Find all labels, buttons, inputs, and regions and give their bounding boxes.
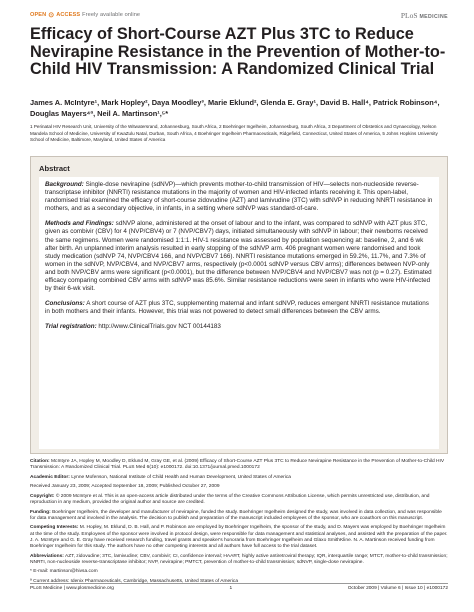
copyright-text: © 2009 McIntyre et al. This is an open-access article distributed under the terms of the Creative Commons Attribution License, which permits unrestricted use, distribution, and reproduction in any medium, provided the original author and source are credited. (30, 493, 430, 506)
article-title: Efficacy of Short-Course AZT Plus 3TC to Reduce Nevirapine Resistance in the Prevention of Mother-to-Child HIV Transmission: A Randomized Clinical Trial (30, 25, 446, 78)
copyright-label: Copyright: (30, 493, 55, 499)
abbreviations-text: AZT, zidovudine; 3TC, lamivudine; CBV, combivir; CI, confidence interval; HAART, highly active antiretroviral therapy; IQR, interquartile range; MTCT, mother-to-child transmission; NNRTI, non-nucleoside reverse-transcriptase inhibitor; NVP, nevirapine; PMTCT, prevention of mother-to-child transmission; sdNVP, single-dose nevirapine. (30, 553, 448, 565)
copyright (30, 494, 448, 507)
academic-editor-text: Lynne Mofenson, National Institute of Child Health and Human Development, United States of America (69, 474, 291, 480)
footer-journal-site: PLoS Medicine | www.plosmedicine.org (30, 586, 114, 591)
corresponding-email[interactable]: * E-mail: martinson@hivsa.com (30, 569, 98, 575)
methods-label: Methods and Findings: (45, 220, 114, 228)
funding-text: Boehringer Ingelheim, the developer and manufacturer of nevirapine, funded the study. Boehringer Ingelheim designed the study, was involved in data collection, and was responsible for data management and involved in the analysis. The decision to publish and preparation of the manuscript included employees of the sponsor, who are coauthors on this manuscript. (30, 509, 442, 521)
abstract-body (39, 177, 439, 449)
journal-logo-medicine: MEDICINE (419, 13, 448, 20)
academic-editor (30, 475, 448, 481)
page-footer (30, 583, 448, 591)
access-label: ACCESS (56, 12, 81, 18)
freely-available-label: Freely available online (82, 12, 141, 18)
academic-editor-label: Academic Editor: (30, 474, 70, 480)
footer-issue-info: October 2009 | Volume 6 | Issue 10 | e1000172 (347, 586, 448, 591)
open-access-lock-icon: ⊙ (48, 12, 55, 19)
author-list: James A. McIntyre¹, Mark Hopley², Daya Moodley³, Marie Eklund², Glenda E. Gray¹, David B. Hall⁴, Patrick Robinson⁴, Douglas Mayers⁴ª, Neil A. Martinson¹,⁵* (30, 98, 440, 118)
background-text: Single-dose nevirapine (sdNVP)—which prevents mother-to-child transmission of HIV—selects non-nucleoside reverse-transcriptase inhibitor (NNRTI) resistance mutations in the majority of women and HIV-infected infants receiving it. This open-label, randomised trial examined the efficacy of short-course zidovudine (AZT) and lamivudine (3TC) with sdNVP in reducing NNRTI resistance in mothers, and as a secondary objective, in infants, in a setting where sdNVP was standard-of-care. (45, 181, 433, 213)
abstract-box (30, 156, 448, 454)
affiliations: 1 Perinatal HIV Research Unit, University of the Witwatersrand, Johannesburg, South Africa, 2 Boehringer Ingelheim, Johannesburg, South Africa, 3 Department of Obstetrics and Gynaecology, Nelson Mandela School of Medicine, University of KwaZulu Natal, Durban, South Africa, 4 Boehringer Ingelheim Pharmaceuticals, Ridgefield, Connecticut, United States of America, 5 Johns Hopkins University School of Medicine, Baltimore, Maryland, United States of America (30, 124, 438, 142)
trial-registration-link[interactable]: http://www.ClinicalTrials.gov NCT 00144183 (96, 323, 221, 331)
citation-label: Citation: (30, 459, 50, 464)
abstract-conclusions (45, 300, 433, 316)
methods-text: sdNVP alone, administered at the onset of labour and to the infant, was compared to sdNVP with AZT plus 3TC, given as combivir (CBV) for 4 (NVP/CBV4) or 7 (NVP/CBV7) days, initiated simultaneously with sdNVP in labour; their newborns received the same regimens. Women were randomised 1:1:1. HIV-1 resistance was assessed by population sequencing at: baseline, 2, and 6 wk after birth. An unplanned interim analysis resulted in early stopping of the sdNVP arm. 406 pregnant women were randomised and took study medication (sdNVP 74, NVP/CBV4 166, and NVP/CBV7 166). NNRTI resistance mutations emerged in 59.2%, 11.7%, and 7.3% of women in the sdNVP, NVP/CBV4, and NVP/CBV7 arms, respectively (p<0.0001 sdNVP versus CBV arms); differences between NVP-only and both NVP/CBV arms were significant (p<0.0001), but the difference between NVP/CBV4 and NVP/CBV7 was not (p = 0.27). Estimated efficacy comparing combined CBV arms with sdNVP was 85.6%. Similar resistance reductions were seen in infants who were HIV-infected by their 6-wk visit. (45, 220, 432, 293)
citation (30, 459, 448, 472)
abbreviations (30, 554, 448, 567)
citation-text: McIntyre JA, Hopley M, Moodley D, Eklund M, Gray GE, et al. (2009) Efficacy of Short-Course AZT Plus 3TC to Reduce Nevirapine Resistance in the Prevention of Mother-to-Child HIV Transmission: A Randomized Clinical Trial. PLoS Med 6(10): e1000172. doi:10.1371/journal.pmed.1000172 (30, 459, 445, 471)
trial-registration-label: Trial registration: (45, 323, 97, 331)
abstract-background (45, 181, 433, 213)
background-label: Background: (45, 181, 84, 188)
article-metadata (30, 459, 448, 588)
funding-label: Funding: (30, 509, 51, 515)
current-address: ª Current address: Idenix Pharmaceuticals, Cambridge, Massachusetts, United States of America (30, 578, 239, 584)
competing-interests-label: Competing Interests: (30, 525, 79, 531)
abbreviations-label: Abbreviations: (30, 553, 64, 559)
footer-page-number: 1 (229, 586, 233, 591)
page-header (30, 8, 448, 22)
conclusions-text: A short course of AZT plus 3TC, supplementing maternal and infant sdNVP, reduces emergent NNRTI resistance mutations in both mothers and their infants. However, this trial was not powered to detect small differences between the CBV arms. (45, 300, 429, 316)
journal-logo (401, 11, 448, 20)
dates: Received January 23, 2009; Accepted September 18, 2009; Published October 27, 2009 (30, 484, 220, 490)
conclusions-label: Conclusions: (45, 300, 85, 308)
abstract-heading: Abstract (39, 164, 70, 173)
abstract-methods (45, 220, 433, 293)
journal-logo-plos: PLoS (400, 10, 418, 20)
competing-interests-text: M. Hopley, M. Eklund, D. B. Hall, and P. Robinson are employed by Boehringer Ingelheim, the sponsor of the study, and D. Mayers was employed by Boehringer Ingelheim at the time of the study. Employees of the sponsor were involved in protocol design, were responsible for data management and statistical analyses, and assisted with the preparation of the paper. J. A. McIntyre and G. E. Gray have received research funding, travel grants and speaker's honoraria from Boehringer Ingelheim and Glaxo SmithKline. N. A. Martinson received funding from Boehringer Ingelheim for this study. The authors have no other competing interests and all authors have full access to the trial dataset. (30, 525, 448, 550)
open-access-badge (30, 11, 140, 19)
competing-interests (30, 525, 448, 550)
funding (30, 510, 448, 523)
abstract-trial-registration (45, 323, 433, 331)
open-access-label: OPEN (30, 12, 47, 18)
